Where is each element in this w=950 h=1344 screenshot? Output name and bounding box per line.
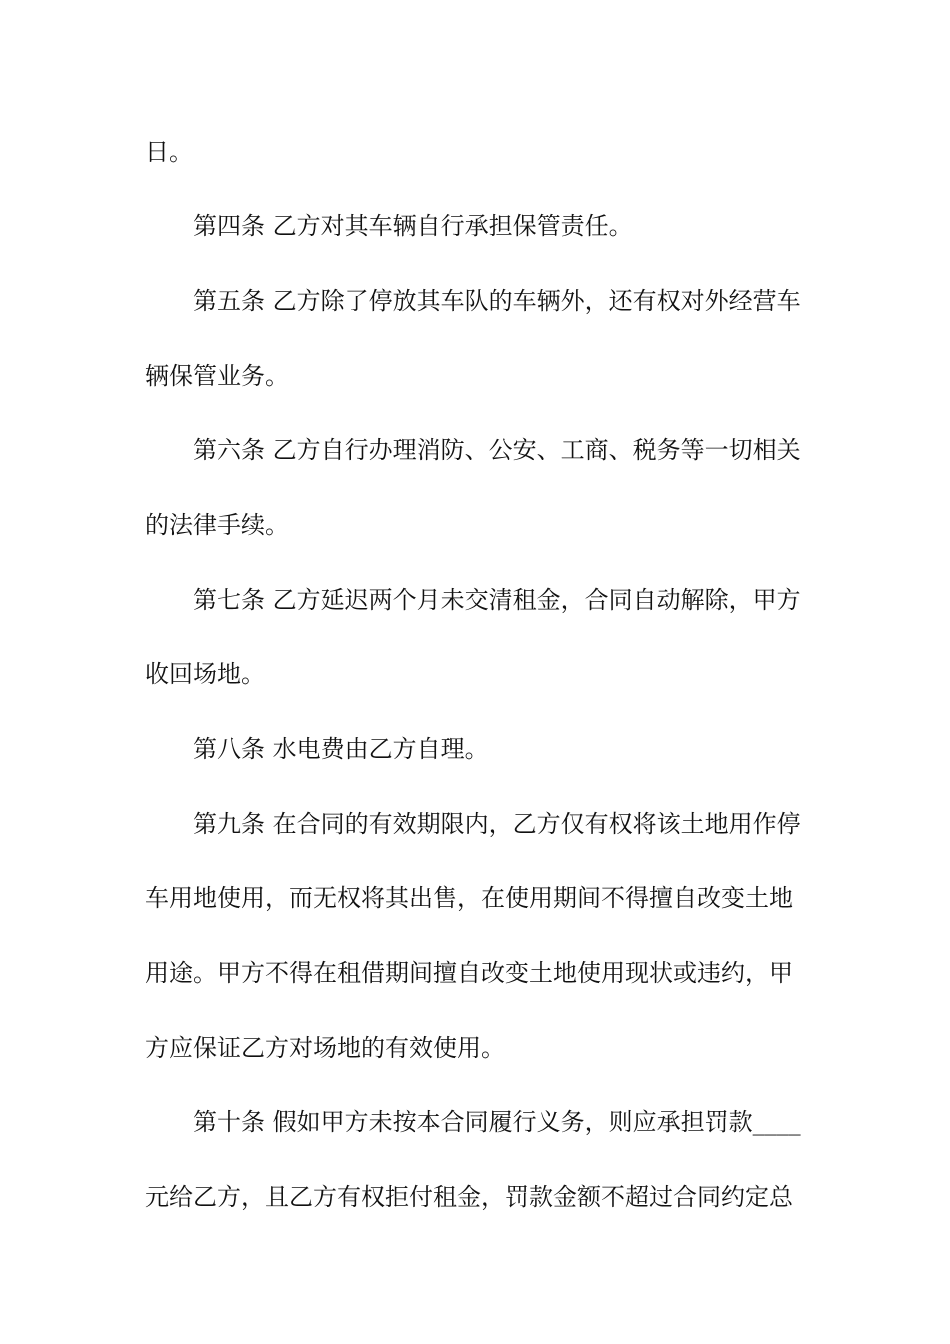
clause-4-line: 第四条 乙方对其车辆自行承担保管责任。 bbox=[193, 212, 633, 240]
text-line: 元给乙方，且乙方有权拒付租金，罚款金额不超过合同约定总 bbox=[145, 1183, 793, 1211]
clause-5-line: 第五条 乙方除了停放其车队的车辆外，还有权对外经营车 bbox=[193, 287, 801, 315]
text-line: 用途。甲方不得在租借期间擅自改变土地使用现状或违约，甲 bbox=[145, 959, 793, 987]
text-line: 方应保证乙方对场地的有效使用。 bbox=[145, 1034, 505, 1062]
text-line: 收回场地。 bbox=[145, 660, 265, 688]
clause-8-line: 第八条 水电费由乙方自理。 bbox=[193, 735, 489, 763]
clause-10-line: 第十条 假如甲方未按本合同履行义务，则应承担罚款____ bbox=[193, 1108, 801, 1136]
text-line: 车用地使用，而无权将其出售，在使用期间不得擅自改变土地 bbox=[145, 884, 793, 912]
clause-6-line: 第六条 乙方自行办理消防、公安、工商、税务等一切相关 bbox=[193, 436, 801, 464]
clause-7-line: 第七条 乙方延迟两个月未交清租金，合同自动解除，甲方 bbox=[193, 586, 801, 614]
text-line: 日。 bbox=[145, 138, 193, 166]
text-line: 辆保管业务。 bbox=[145, 362, 289, 390]
clause-9-line: 第九条 在合同的有效期限内，乙方仅有权将该土地用作停 bbox=[193, 810, 801, 838]
text-line: 的法律手续。 bbox=[145, 511, 289, 539]
